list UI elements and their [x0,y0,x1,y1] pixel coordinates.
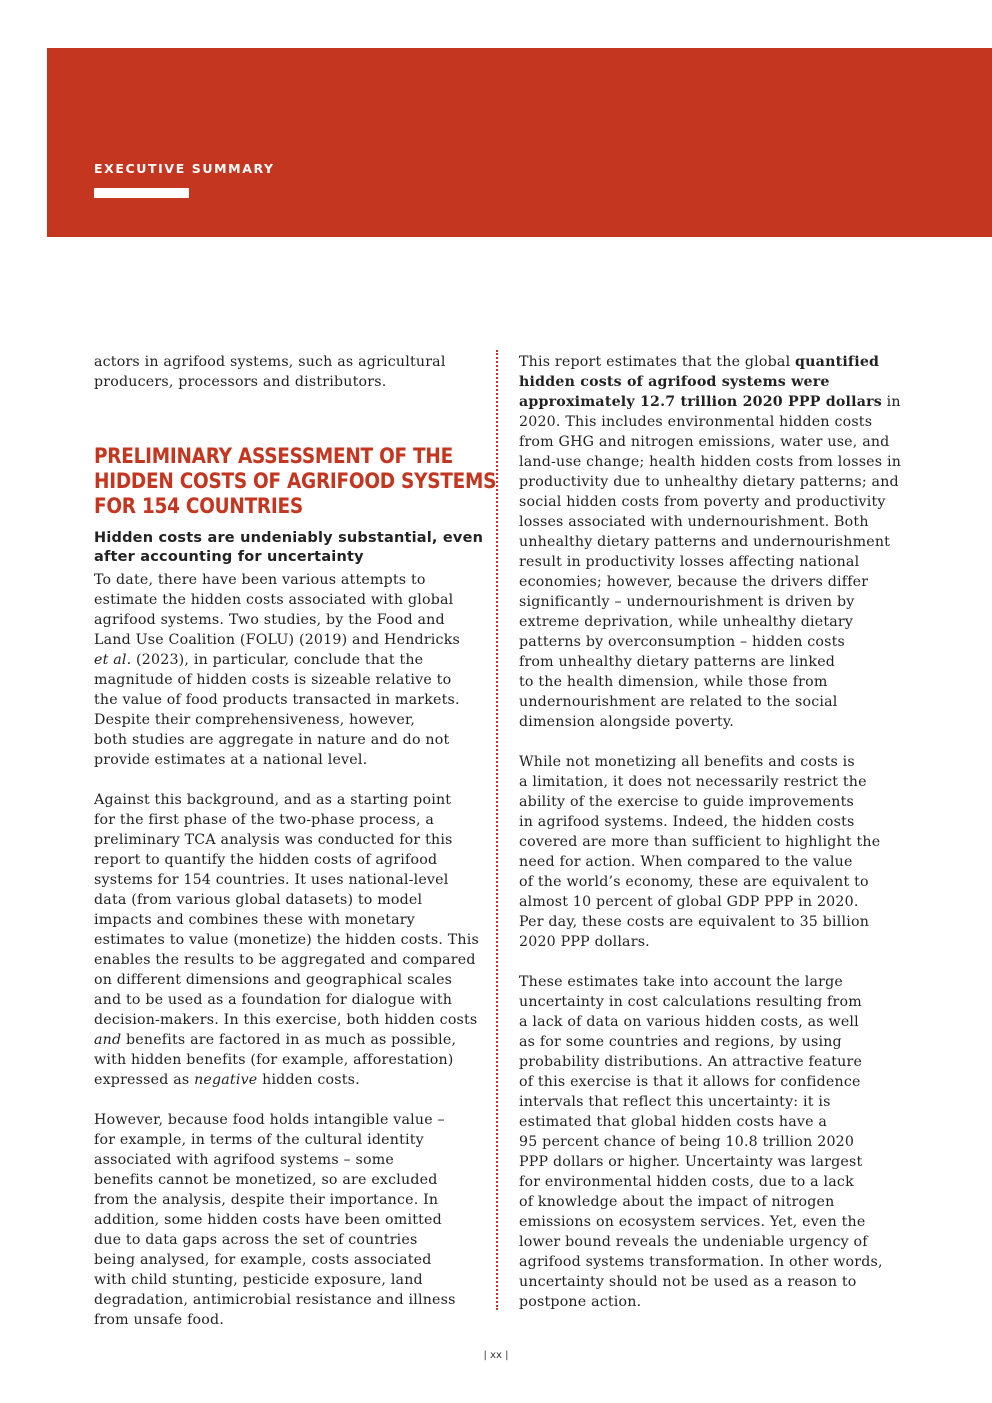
text-line: agrifood systems transformation. In other words, [519,1254,883,1270]
text-line: agrifood systems. Two studies, by the Food and [94,612,445,628]
text-line: undernourishment are related to the social [519,694,838,710]
text-line: from unhealthy dietary patterns are linked [519,654,836,670]
text-line: of knowledge about the impact of nitrogen [519,1194,835,1210]
text-line: result in productivity losses affecting national [519,554,860,570]
text-line: of the world’s economy, these are equivalent to [519,874,869,890]
bold-text: approximately 12.7 trillion 2020 PPP dollars [519,394,882,410]
text-line: benefits cannot be monetized, so are excluded [94,1172,438,1188]
paragraph-report-estimates [519,352,911,732]
section-heading [94,444,497,519]
text-line: for example, in terms of the cultural identity [94,1132,424,1148]
text-line: both studies are aggregate in nature and do not [94,732,450,748]
text-line: as for some countries and regions, by using [519,1034,842,1050]
text-line: losses associated with undernourishment. Both [519,514,869,530]
bold-text: hidden costs of agrifood systems were [519,374,830,390]
text-line: for the first phase of the two-phase process, a [94,812,435,828]
text-line: extreme deprivation, while unhealthy dietary [519,614,854,630]
text-line: Despite their comprehensiveness, however, [94,712,416,728]
text-line: to the health dimension, while those from [519,674,828,690]
text-line: of this exercise is that it allows for confidence [519,1074,861,1090]
text-line: While not monetizing all benefits and costs is [519,754,855,770]
text-line: due to data gaps across the set of countries [94,1232,418,1248]
text-line: emissions on ecosystem services. Yet, even the [519,1214,866,1230]
text-line [519,392,911,412]
text-line: being analysed, for example, costs associated [94,1252,432,1268]
paragraph-to-date [94,570,478,770]
italic-text: et al. [94,652,132,668]
text-line [519,352,911,372]
text-line: producers, processors and distributors. [94,374,387,390]
intro-paragraph [94,352,478,392]
text-line [94,1070,478,1090]
text-line: enables the results to be aggregated and compared [94,952,476,968]
text-line: estimated that global hidden costs have a [519,1114,828,1130]
header-banner [47,48,992,237]
text-line: decision-makers. In this exercise, both hidden costs [94,1012,478,1028]
text-line: ability of the exercise to guide improvements [519,794,854,810]
text-fragment: in [881,394,901,410]
heading-line: PRELIMINARY ASSESSMENT OF THE [94,444,453,468]
text-line [94,1030,478,1050]
subheading-line: Hidden costs are undeniably substantial, even [94,530,484,546]
right-column [519,352,911,1312]
text-line: preliminary TCA analysis was conducted for this [94,832,453,848]
text-line: from the analysis, despite their importance. In [94,1192,439,1208]
text-line: systems for 154 countries. It uses national-level [94,872,449,888]
text-line: and to be used as a foundation for dialogue with [94,992,453,1008]
bold-text: quantified [795,354,880,370]
text-line: with hidden benefits (for example, afforestation) [94,1052,454,1068]
text-fragment: This report estimates that the global [519,354,796,370]
text-line: degradation, antimicrobial resistance and illness [94,1292,456,1308]
text-line: 2020 PPP dollars. [519,934,650,950]
text-line: social hidden costs from poverty and productivity [519,494,886,510]
subheading [94,529,484,567]
text-line: probability distributions. An attractive feature [519,1054,863,1070]
text-line: PPP dollars or higher. Uncertainty was largest [519,1154,863,1170]
text-line: a limitation, it does not necessarily restrict the [519,774,867,790]
text-line: postpone action. [519,1294,642,1310]
paragraph-against-background [94,790,478,1090]
text-line: for environmental hidden costs, due to a lack [519,1174,854,1190]
text-line: from GHG and nitrogen emissions, water use, and [519,434,890,450]
text-line: uncertainty in cost calculations resulting from [519,994,862,1010]
text-line: covered are more than sufficient to highlight the [519,834,881,850]
text-line: However, because food holds intangible value – [94,1112,445,1128]
text-line: Per day, these costs are equivalent to 35 billion [519,914,870,930]
text-line: data (from various global datasets) to model [94,892,423,908]
text-line: estimates to value (monetize) the hidden costs. This [94,932,479,948]
text-fragment: benefits are factored in as much as possible, [121,1032,457,1048]
text-line: Land Use Coalition (FOLU) (2019) and Hendricks [94,632,460,648]
text-line: significantly – undernourishment is driven by [519,594,855,610]
section-label-wrap [94,158,275,177]
text-line: almost 10 percent of global GDP PPP in 2020. [519,894,859,910]
text-line [519,372,911,392]
text-line: with child stunting, pesticide exposure, land [94,1272,423,1288]
italic-text: and [94,1032,122,1048]
left-column [94,352,497,1330]
text-line: intervals that reflect this uncertainty: it is [519,1094,831,1110]
text-line: associated with agrifood systems – some [94,1152,395,1168]
text-line: uncertainty should not be used as a reason to [519,1274,857,1290]
section-label-underline [94,188,189,198]
paragraph-not-monetizing [519,752,911,952]
text-line: addition, some hidden costs have been omitted [94,1212,442,1228]
text-line [94,650,478,670]
text-line: These estimates take into account the large [519,974,843,990]
text-line: a lack of data on various hidden costs, as well [519,1014,859,1030]
text-line: 95 percent chance of being 10.8 trillion 2020 [519,1134,855,1150]
text-line: lower bound reveals the undeniable urgency of [519,1234,868,1250]
section-label: EXECUTIVE SUMMARY [94,161,275,176]
text-line: estimate the hidden costs associated with global [94,592,454,608]
paragraph-uncertainty [519,972,911,1312]
text-line: Against this background, and as a starting point [94,792,452,808]
text-fragment: (2023), in particular, conclude that the [131,652,424,668]
text-line: unhealthy dietary patterns and undernourishment [519,534,891,550]
page-number: | xx | [483,1350,509,1361]
text-line: 2020. This includes environmental hidden costs [519,414,873,430]
italic-text: negative [194,1072,258,1088]
text-line: the value of food products transacted in markets. [94,692,460,708]
text-line: patterns by overconsumption – hidden costs [519,634,846,650]
text-line: in agrifood systems. Indeed, the hidden costs [519,814,855,830]
text-fragment: hidden costs. [257,1072,360,1088]
subheading-line: after accounting for uncertainty [94,549,364,565]
text-line: from unsafe food. [94,1312,225,1328]
text-line: actors in agrifood systems, such as agricultural [94,354,446,370]
heading-line: FOR 154 COUNTRIES [94,494,303,518]
text-line: report to quantify the hidden costs of agrifood [94,852,438,868]
text-line: dimension alongside poverty. [519,714,734,730]
text-line: impacts and combines these with monetary [94,912,415,928]
text-line: magnitude of hidden costs is sizeable relative to [94,672,452,688]
text-line: land-use change; health hidden costs from losses in [519,454,902,470]
text-fragment: expressed as [94,1072,195,1088]
text-line: need for action. When compared to the value [519,854,853,870]
text-line: To date, there have been various attempts to [94,572,426,588]
paragraph-however [94,1110,478,1330]
text-line: on different dimensions and geographical scales [94,972,453,988]
text-line: provide estimates at a national level. [94,752,368,768]
text-line: productivity due to unhealthy dietary patterns; and [519,474,899,490]
column-divider [496,350,498,1310]
text-line: economies; however, because the drivers differ [519,574,869,590]
heading-line: HIDDEN COSTS OF AGRIFOOD SYSTEMS [94,469,497,493]
